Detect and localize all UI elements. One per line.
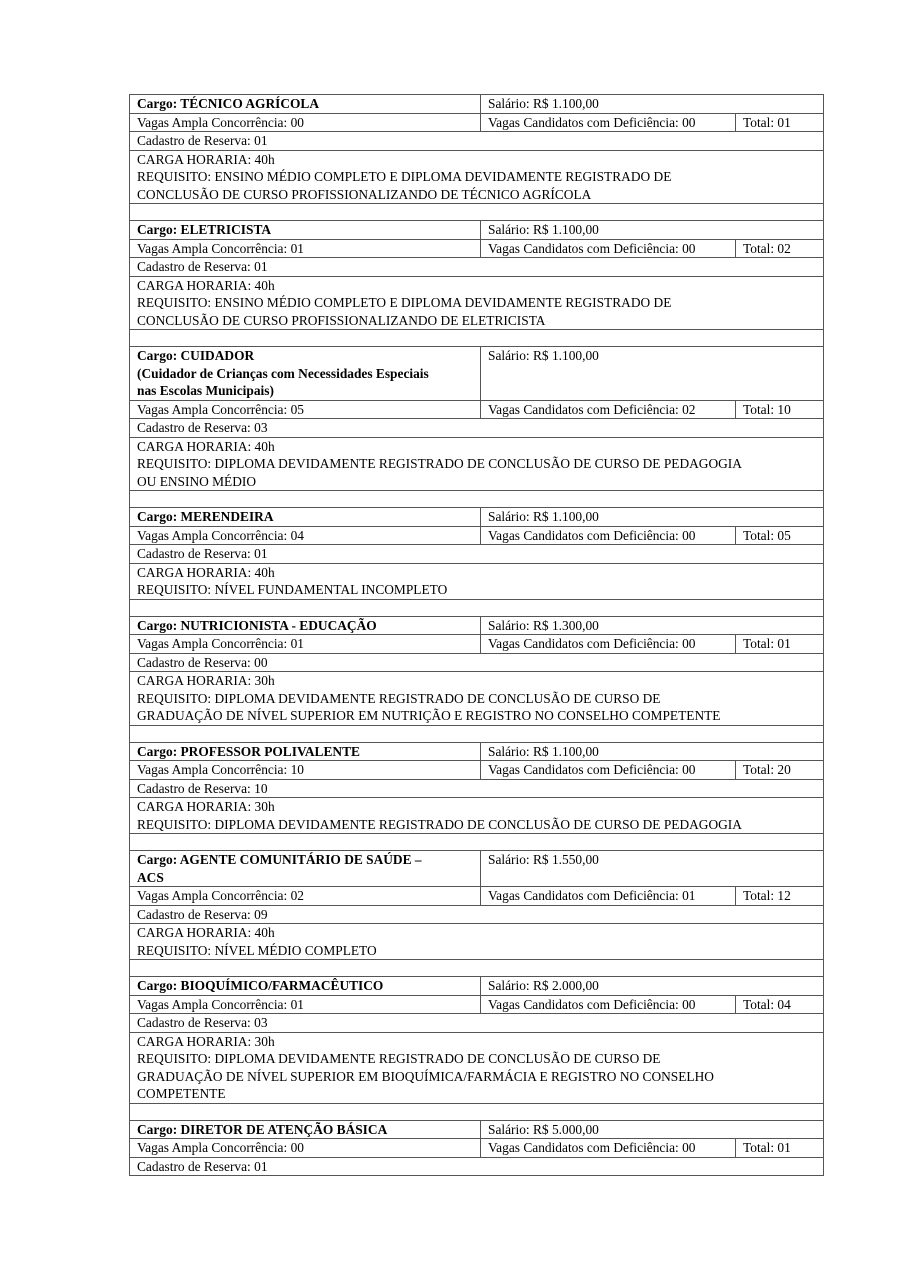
carga-horaria: CARGA HORARIA: 40h [137, 151, 275, 167]
carga-horaria: CARGA HORARIA: 40h [137, 564, 275, 580]
requisitos-cell [130, 1032, 824, 1103]
cargo-header-row [130, 508, 824, 527]
cadastro-reserva: Cadastro de Reserva: 03 [130, 419, 824, 438]
cargo-title: Cargo: PROFESSOR POLIVALENTE [130, 742, 481, 761]
cargo-title: Cargo: DIRETOR DE ATENÇÃO BÁSICA [130, 1120, 481, 1139]
cadastro-reserva: Cadastro de Reserva: 01 [130, 132, 824, 151]
carga-horaria: CARGA HORARIA: 40h [137, 277, 275, 293]
cadastro-row [130, 653, 824, 672]
requisitos-row [130, 563, 824, 599]
requisitos-cell [130, 437, 824, 491]
vagas-deficiencia: Vagas Candidatos com Deficiência: 00 [481, 526, 736, 545]
cadastro-row [130, 779, 824, 798]
vagas-deficiencia: Vagas Candidatos com Deficiência: 01 [481, 887, 736, 906]
requisito-line: COMPETENTE [137, 1086, 226, 1101]
vagas-ampla: Vagas Ampla Concorrência: 00 [130, 1139, 481, 1158]
vagas-total: Total: 10 [736, 400, 824, 419]
requisitos-row [130, 924, 824, 960]
vagas-total: Total: 12 [736, 887, 824, 906]
requisitos-row [130, 276, 824, 330]
cadastro-reserva: Cadastro de Reserva: 09 [130, 905, 824, 924]
spacer-row [130, 960, 824, 977]
vagas-deficiencia: Vagas Candidatos com Deficiência: 02 [481, 400, 736, 419]
vagas-row [130, 761, 824, 780]
requisito-line: CONCLUSÃO DE CURSO PROFISSIONALIZANDO DE TÉCNICO AGRÍCOLA [137, 186, 592, 202]
vagas-row [130, 887, 824, 906]
vagas-total: Total: 01 [736, 113, 824, 132]
cadastro-reserva: Cadastro de Reserva: 03 [130, 1014, 824, 1033]
vagas-total: Total: 01 [736, 1139, 824, 1158]
vagas-ampla: Vagas Ampla Concorrência: 00 [130, 113, 481, 132]
spacer-row [130, 330, 824, 347]
vagas-row [130, 995, 824, 1014]
salario: Salário: R$ 1.100,00 [481, 95, 824, 114]
cargo-header-row [130, 851, 824, 887]
cargo-title: Cargo: MERENDEIRA [130, 508, 481, 527]
carga-horaria: CARGA HORARIA: 30h [137, 1033, 275, 1049]
requisito-line: REQUISITO: NÍVEL MÉDIO COMPLETO [137, 942, 377, 958]
vagas-total: Total: 01 [736, 635, 824, 654]
cargo-title: Cargo: TÉCNICO AGRÍCOLA [130, 95, 481, 114]
requisitos-row [130, 437, 824, 491]
vagas-row [130, 1139, 824, 1158]
carga-horaria: CARGA HORARIA: 40h [137, 925, 275, 940]
spacer-row [130, 204, 824, 221]
spacer-row [130, 725, 824, 742]
cargos-table [129, 94, 824, 1176]
carga-horaria: CARGA HORARIA: 30h [137, 673, 275, 688]
vagas-row [130, 113, 824, 132]
requisito-line: GRADUAÇÃO DE NÍVEL SUPERIOR EM NUTRIÇÃO E REGISTRO NO CONSELHO COMPETENTE [137, 708, 721, 723]
vagas-deficiencia: Vagas Candidatos com Deficiência: 00 [481, 995, 736, 1014]
cargo-title: Cargo: BIOQUÍMICO/FARMACÊUTICO [130, 977, 481, 996]
spacer-row [130, 1103, 824, 1120]
salario: Salário: R$ 5.000,00 [481, 1120, 824, 1139]
vagas-ampla: Vagas Ampla Concorrência: 10 [130, 761, 481, 780]
requisitos-cell [130, 150, 824, 204]
spacer-row [130, 599, 824, 616]
requisito-line: REQUISITO: DIPLOMA DEVIDAMENTE REGISTRADO DE CONCLUSÃO DE CURSO DE PEDAGOGIA [137, 816, 742, 832]
requisito-line: OU ENSINO MÉDIO [137, 473, 257, 489]
requisitos-cell [130, 798, 824, 834]
requisitos-row [130, 150, 824, 204]
salario: Salário: R$ 1.100,00 [481, 742, 824, 761]
requisito-line: GRADUAÇÃO DE NÍVEL SUPERIOR EM BIOQUÍMICA/FARMÁCIA E REGISTRO NO CONSELHO [137, 1068, 714, 1084]
requisitos-row [130, 798, 824, 834]
carga-horaria: CARGA HORARIA: 30h [137, 799, 275, 814]
vagas-deficiencia: Vagas Candidatos com Deficiência: 00 [481, 239, 736, 258]
vagas-ampla: Vagas Ampla Concorrência: 01 [130, 239, 481, 258]
cargo-header-row [130, 1120, 824, 1139]
vagas-row [130, 400, 824, 419]
salario: Salário: R$ 1.550,00 [481, 851, 824, 887]
cargo-header-row [130, 616, 824, 635]
cadastro-reserva: Cadastro de Reserva: 01 [130, 1157, 824, 1176]
spacer-row [130, 491, 824, 508]
salario: Salário: R$ 1.100,00 [481, 508, 824, 527]
cadastro-reserva: Cadastro de Reserva: 00 [130, 653, 824, 672]
vagas-ampla: Vagas Ampla Concorrência: 05 [130, 400, 481, 419]
requisito-line: REQUISITO: DIPLOMA DEVIDAMENTE REGISTRADO DE CONCLUSÃO DE CURSO DE [137, 690, 661, 706]
cargo-title: Cargo: AGENTE COMUNITÁRIO DE SAÚDE – ACS [130, 851, 481, 887]
salario: Salário: R$ 1.100,00 [481, 347, 824, 401]
requisito-line: REQUISITO: DIPLOMA DEVIDAMENTE REGISTRADO DE CONCLUSÃO DE CURSO DE [137, 1051, 661, 1066]
vagas-ampla: Vagas Ampla Concorrência: 01 [130, 635, 481, 654]
requisito-line: REQUISITO: DIPLOMA DEVIDAMENTE REGISTRADO DE CONCLUSÃO DE CURSO DE PEDAGOGIA [137, 456, 742, 471]
spacer-row [130, 834, 824, 851]
requisito-line: CONCLUSÃO DE CURSO PROFISSIONALIZANDO DE ELETRICISTA [137, 312, 546, 328]
cadastro-row [130, 545, 824, 564]
vagas-deficiencia: Vagas Candidatos com Deficiência: 00 [481, 635, 736, 654]
cargo-header-row [130, 95, 824, 114]
vagas-deficiencia: Vagas Candidatos com Deficiência: 00 [481, 113, 736, 132]
document-page [129, 94, 823, 1176]
cargo-title: Cargo: ELETRICISTA [130, 221, 481, 240]
requisitos-cell [130, 563, 824, 599]
requisitos-row [130, 672, 824, 726]
vagas-total: Total: 02 [736, 239, 824, 258]
vagas-deficiencia: Vagas Candidatos com Deficiência: 00 [481, 761, 736, 780]
vagas-total: Total: 04 [736, 995, 824, 1014]
vagas-deficiencia: Vagas Candidatos com Deficiência: 00 [481, 1139, 736, 1158]
cadastro-row [130, 1157, 824, 1176]
requisitos-cell [130, 672, 824, 726]
requisito-line: REQUISITO: NÍVEL FUNDAMENTAL INCOMPLETO [137, 582, 448, 597]
vagas-total: Total: 05 [736, 526, 824, 545]
cadastro-reserva: Cadastro de Reserva: 01 [130, 258, 824, 277]
salario: Salário: R$ 1.300,00 [481, 616, 824, 635]
cadastro-row [130, 132, 824, 151]
vagas-row [130, 635, 824, 654]
cadastro-row [130, 258, 824, 277]
cargo-header-row [130, 221, 824, 240]
requisitos-row [130, 1032, 824, 1103]
requisito-line: REQUISITO: ENSINO MÉDIO COMPLETO E DIPLOMA DEVIDAMENTE REGISTRADO DE [137, 295, 672, 310]
vagas-ampla: Vagas Ampla Concorrência: 01 [130, 995, 481, 1014]
requisitos-cell [130, 924, 824, 960]
vagas-total: Total: 20 [736, 761, 824, 780]
vagas-ampla: Vagas Ampla Concorrência: 02 [130, 887, 481, 906]
salario: Salário: R$ 1.100,00 [481, 221, 824, 240]
cargo-header-row [130, 977, 824, 996]
salario: Salário: R$ 2.000,00 [481, 977, 824, 996]
cargo-title: Cargo: NUTRICIONISTA - EDUCAÇÃO [130, 616, 481, 635]
cadastro-reserva: Cadastro de Reserva: 10 [130, 779, 824, 798]
requisito-line: REQUISITO: ENSINO MÉDIO COMPLETO E DIPLOMA DEVIDAMENTE REGISTRADO DE [137, 169, 672, 184]
cadastro-row [130, 419, 824, 438]
vagas-row [130, 526, 824, 545]
cargo-header-row [130, 347, 824, 401]
vagas-row [130, 239, 824, 258]
cargo-title: Cargo: CUIDADOR (Cuidador de Crianças com Necessidades Especiais nas Escolas Municipais) [130, 347, 481, 401]
cadastro-reserva: Cadastro de Reserva: 01 [130, 545, 824, 564]
cadastro-row [130, 905, 824, 924]
cadastro-row [130, 1014, 824, 1033]
cargo-header-row [130, 742, 824, 761]
carga-horaria: CARGA HORARIA: 40h [137, 438, 275, 454]
requisitos-cell [130, 276, 824, 330]
vagas-ampla: Vagas Ampla Concorrência: 04 [130, 526, 481, 545]
